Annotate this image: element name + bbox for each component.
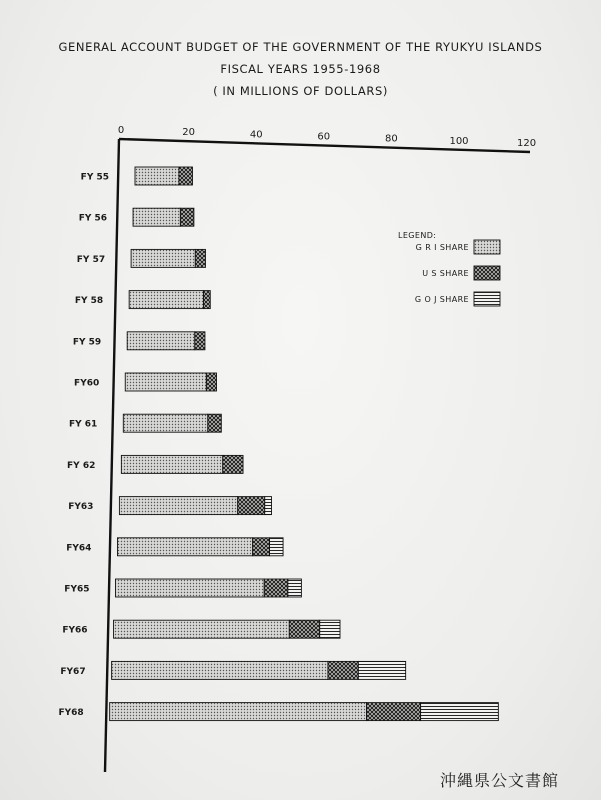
- category-labels: [58, 173, 109, 719]
- legend-swatch: [474, 266, 500, 280]
- x-tick-label: 40: [249, 129, 263, 141]
- category-label: FY 58: [74, 296, 104, 307]
- bar-segment: [180, 208, 194, 226]
- legend-swatch: [474, 292, 500, 306]
- bar-segment: [121, 455, 222, 473]
- bar-row: [133, 208, 194, 226]
- legend-entry-label: G R I SHARE: [415, 243, 469, 252]
- bar-row: [116, 579, 302, 597]
- bar-segment: [320, 620, 340, 638]
- bar-segment: [204, 291, 211, 309]
- bar-segment: [112, 661, 328, 679]
- bar-segment: [208, 414, 222, 432]
- bar-row: [114, 620, 340, 638]
- bar-row: [125, 373, 216, 391]
- bar-segment: [223, 455, 243, 473]
- bar-segment: [367, 703, 421, 721]
- bar-row: [121, 455, 243, 473]
- x-tick-label: 60: [317, 131, 331, 143]
- x-tick-label: 100: [449, 135, 469, 147]
- bar-segment: [328, 661, 358, 679]
- bar-segment: [110, 703, 367, 721]
- category-label: FY68: [58, 708, 84, 719]
- legend-entry-label: G O J SHARE: [414, 295, 469, 304]
- bar-segment: [123, 414, 208, 432]
- category-label: FY 62: [67, 460, 96, 471]
- bar-row: [112, 661, 406, 679]
- chart-subtitle: FISCAL YEARS 1955-1968: [220, 62, 381, 76]
- bar-row: [131, 249, 205, 267]
- bar-segment: [270, 538, 284, 556]
- bar-segment: [265, 497, 272, 515]
- x-tick-label: 120: [517, 137, 537, 149]
- legend-swatch: [474, 240, 500, 254]
- bar-segment: [133, 208, 180, 226]
- legend: [398, 231, 500, 306]
- category-label: FY 59: [72, 337, 102, 348]
- bar-segment: [129, 291, 203, 309]
- bar-segment: [179, 167, 193, 185]
- bar-row: [129, 291, 210, 309]
- category-label: FY66: [62, 625, 88, 636]
- bar-segment: [206, 373, 216, 391]
- bar-segment: [421, 703, 499, 721]
- bar-row: [117, 538, 283, 556]
- bar-segment: [195, 332, 205, 350]
- bar-segment: [238, 497, 265, 515]
- bar-segment: [264, 579, 288, 597]
- category-label: FY67: [60, 666, 86, 677]
- chart-unit-label: ( IN MILLIONS OF DOLLARS): [213, 84, 388, 98]
- bar-row: [110, 703, 499, 721]
- bar-row: [123, 414, 221, 432]
- x-tick-label: 80: [385, 133, 398, 145]
- x-tick-label: 20: [182, 127, 195, 139]
- category-label: FY64: [66, 543, 92, 554]
- bar-segment: [289, 620, 319, 638]
- legend-title: LEGEND:: [398, 231, 437, 240]
- bar-row: [119, 497, 271, 515]
- bar-segment: [135, 167, 179, 185]
- bar-segment: [131, 249, 195, 267]
- bar-segment: [125, 373, 206, 391]
- category-label: FY 61: [68, 419, 98, 430]
- category-label: FY65: [64, 584, 90, 595]
- archive-watermark: 沖縄県公文書館: [440, 771, 560, 790]
- bar-segment: [288, 579, 302, 597]
- category-label: FY60: [74, 378, 100, 389]
- chart-title: GENERAL ACCOUNT BUDGET OF THE GOVERNMENT OF THE RYUKYU ISLANDS: [58, 40, 543, 54]
- category-label: FY 56: [78, 213, 108, 224]
- bar-segment: [114, 620, 290, 638]
- bar-segment: [358, 661, 405, 679]
- bar-segment: [127, 332, 195, 350]
- bar-segment: [116, 579, 265, 597]
- bar-row: [135, 167, 192, 185]
- x-tick-label: 0: [117, 125, 125, 137]
- category-label: FY63: [68, 502, 94, 513]
- category-label: FY 55: [80, 172, 109, 183]
- bar-row: [127, 332, 205, 350]
- legend-entry-label: U S SHARE: [422, 269, 469, 278]
- category-label: FY 57: [76, 254, 106, 265]
- bar-segment: [253, 538, 270, 556]
- bar-segment: [117, 538, 252, 556]
- bar-segment: [195, 249, 205, 267]
- bar-segment: [119, 497, 237, 515]
